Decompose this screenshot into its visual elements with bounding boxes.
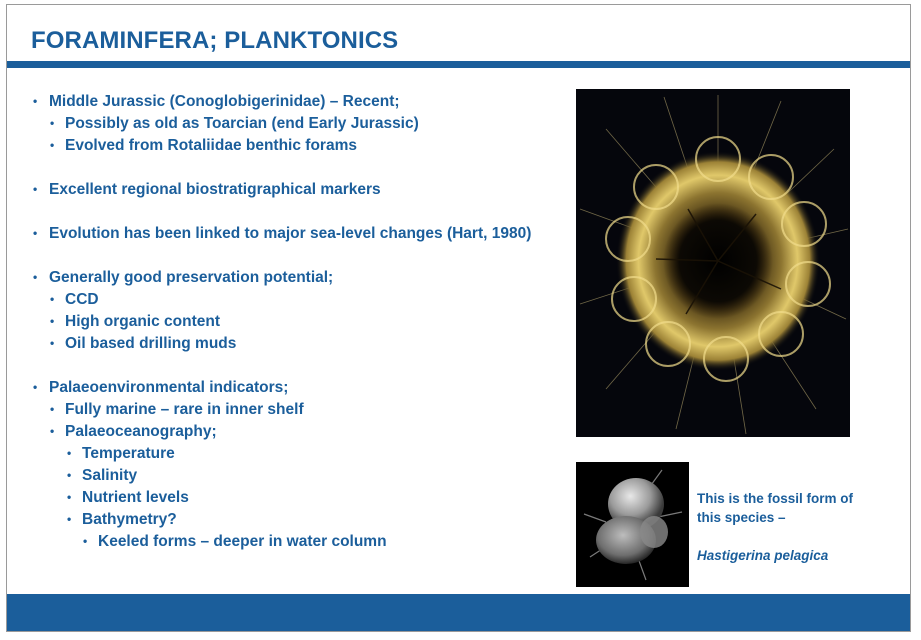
slide bbox=[6, 4, 911, 632]
bullet-dot-icon: • bbox=[50, 138, 55, 152]
caption-species-name: Hastigerina pelagica bbox=[697, 548, 829, 563]
bullet-dot-icon: • bbox=[50, 292, 55, 306]
bullet-dot-icon: • bbox=[83, 534, 88, 548]
bullet-dot-icon: • bbox=[67, 512, 72, 526]
bullet-text: High organic content bbox=[65, 313, 220, 330]
fossil-sem-photo bbox=[576, 462, 689, 587]
bullet-dot-icon: • bbox=[33, 226, 38, 240]
bullet-text: Bathymetry? bbox=[82, 511, 177, 528]
bullet-dot-icon: • bbox=[50, 424, 55, 438]
bullet-dot-icon: • bbox=[33, 270, 38, 284]
bullet-text: Middle Jurassic (Conoglobigerinidae) – Recent; bbox=[49, 93, 400, 110]
bullet-text: Evolved from Rotaliidae benthic forams bbox=[65, 137, 357, 154]
bullet-dot-icon: • bbox=[33, 94, 38, 108]
bullet-text: Fully marine – rare in inner shelf bbox=[65, 401, 304, 418]
bullet-item bbox=[33, 531, 573, 553]
bullet-dot-icon: • bbox=[50, 314, 55, 328]
bullet-text: Possibly as old as Toarcian (end Early Jurassic) bbox=[65, 115, 419, 132]
bullet-item bbox=[33, 487, 573, 509]
bullet-dot-icon: • bbox=[33, 380, 38, 394]
bullet-text: Nutrient levels bbox=[82, 489, 189, 506]
bullet-item bbox=[33, 289, 573, 311]
bullet-text: Evolution has been linked to major sea-level changes (Hart, 1980) bbox=[49, 225, 532, 242]
bullet-item bbox=[33, 377, 573, 399]
bullet-item bbox=[33, 267, 573, 289]
bullet-item bbox=[33, 179, 573, 201]
bullet-dot-icon: • bbox=[33, 182, 38, 196]
bullet-text: Temperature bbox=[82, 445, 175, 462]
bullet-list bbox=[33, 91, 573, 553]
bullet-text: Generally good preservation potential; bbox=[49, 269, 334, 286]
bullet-dot-icon: • bbox=[50, 336, 55, 350]
bullet-dot-icon: • bbox=[50, 402, 55, 416]
bullet-item bbox=[33, 465, 573, 487]
bullet-item bbox=[33, 443, 573, 465]
bullet-item bbox=[33, 223, 573, 245]
bullet-text: Keeled forms – deeper in water column bbox=[98, 533, 387, 550]
title-underline-bar bbox=[7, 61, 910, 68]
bullet-dot-icon: • bbox=[67, 446, 72, 460]
bullet-text: Salinity bbox=[82, 467, 138, 484]
spacer bbox=[33, 201, 573, 223]
footer-bar bbox=[7, 594, 910, 631]
bullet-item bbox=[33, 333, 573, 355]
bullet-item bbox=[33, 399, 573, 421]
photo-caption bbox=[697, 489, 877, 565]
spacer bbox=[33, 355, 573, 377]
bullet-item bbox=[33, 135, 573, 157]
bullet-text: Palaeoceanography; bbox=[65, 423, 217, 440]
bullet-item bbox=[33, 91, 573, 113]
bullet-text: Oil based drilling muds bbox=[65, 335, 237, 352]
caption-text: This is the fossil form of this species – bbox=[697, 491, 854, 525]
bullet-dot-icon: • bbox=[67, 490, 72, 504]
bullet-dot-icon: • bbox=[50, 116, 55, 130]
spacer bbox=[33, 245, 573, 267]
bullet-text: CCD bbox=[65, 291, 99, 308]
bullet-item bbox=[33, 421, 573, 443]
bullet-item bbox=[33, 509, 573, 531]
bullet-dot-icon: • bbox=[67, 468, 72, 482]
bullet-item bbox=[33, 311, 573, 333]
slide-title: FORAMINFERA; PLANKTONICS bbox=[31, 27, 399, 54]
bullet-text: Palaeoenvironmental indicators; bbox=[49, 379, 289, 396]
bullet-item bbox=[33, 113, 573, 135]
foraminifera-photo bbox=[576, 89, 850, 437]
spacer bbox=[33, 157, 573, 179]
bullet-text: Excellent regional biostratigraphical markers bbox=[49, 181, 381, 198]
